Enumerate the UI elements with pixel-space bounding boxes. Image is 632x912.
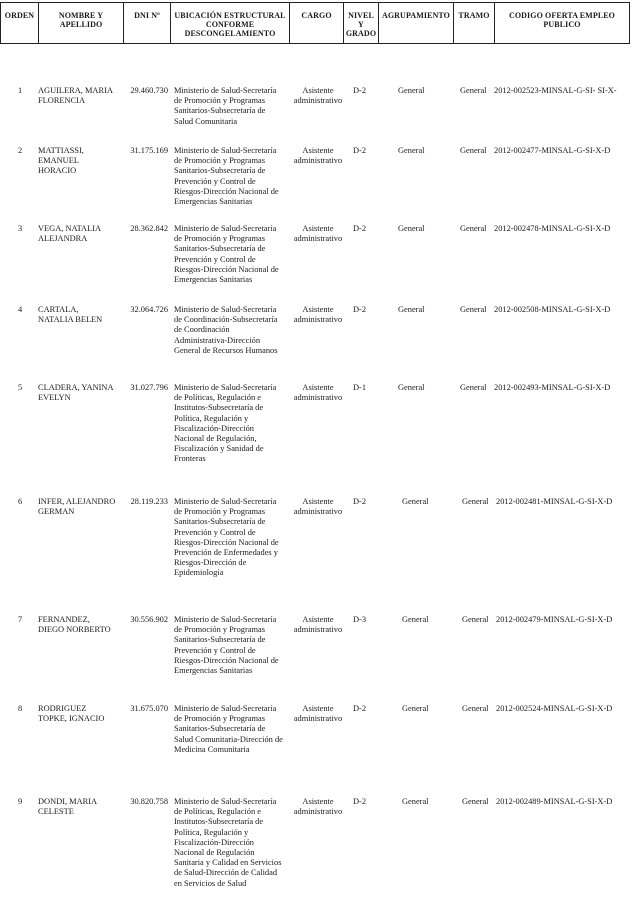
row-cargo: Asistente administrativo <box>293 615 343 635</box>
row-codigo: 2012-002478-MINSAL-G-SI-X-D <box>494 224 611 233</box>
row-tramo: General <box>460 383 487 392</box>
row-orden: 7 <box>18 615 23 624</box>
row-ubicacion: Ministerio de Salud-Secretaría de Promoción y Programas Sanitarios-Subsecretaría de Prevención y Control de Riesgos-Dirección Nacional de Emergencias Sanitarias <box>174 146 279 207</box>
row-nivel: D-3 <box>353 615 367 624</box>
row-dni: 28.362.842 <box>130 224 168 233</box>
row-orden: 4 <box>18 305 23 314</box>
row-dni: 31.675.070 <box>130 704 168 713</box>
row-dni: 28.119.233 <box>130 497 168 506</box>
row-dni: 30.820.758 <box>130 797 168 806</box>
row-ubicacion: Ministerio de Salud-Secretaría de Políticas, Regulación e Institutos-Subsecretaría de Política, Regulación y Fiscalización-Dirección Nacional de Regulación, Fiscalización y Sanidad de Fronteras <box>174 383 277 464</box>
row-nombre: FERNANDEZ, DIEGO NORBERTO <box>38 615 111 635</box>
header-tramo: TRAMO <box>453 2 495 44</box>
row-orden: 8 <box>18 704 23 713</box>
row-agrupamiento: General <box>402 615 429 624</box>
row-orden: 1 <box>18 86 23 95</box>
row-ubicacion: Ministerio de Salud-Secretaría de Promoción y Programas Sanitarios-Subsecretaría de Salud Comunitaria <box>174 86 277 126</box>
row-orden: 3 <box>18 224 23 233</box>
row-nombre: CARTALA, NATALIA BELEN <box>38 305 103 325</box>
row-orden: 6 <box>18 497 23 506</box>
row-agrupamiento: General <box>402 704 429 713</box>
header-ubicacion: UBICACIÓN ESTRUCTURAL CONFORME DESCONGELAMIENTO <box>170 2 290 44</box>
row-cargo: Asistente administrativo <box>293 797 343 817</box>
row-cargo: Asistente administrativo <box>293 383 343 403</box>
row-agrupamiento: General <box>402 797 429 806</box>
row-nivel: D-2 <box>353 224 367 233</box>
row-orden: 5 <box>18 383 23 392</box>
row-cargo: Asistente administrativo <box>293 86 343 106</box>
row-codigo: 2012-002508-MINSAL-G-SI-X-D <box>494 305 611 314</box>
row-dni: 29.460.730 <box>130 86 168 95</box>
row-nombre: AGUILERA, MARIA FLORENCIA <box>38 86 113 106</box>
row-nombre: MATTIASSI, EMANUEL HORACIO <box>38 146 84 176</box>
row-ubicacion: Ministerio de Salud-Secretaría de Promoción y Programas Sanitarios-Subsecretaría de Salud Comunitaria-Dirección de Medicina Comunitaria <box>174 704 283 754</box>
row-nivel: D-2 <box>353 146 367 155</box>
row-agrupamiento: General <box>398 146 425 155</box>
row-cargo: Asistente administrativo <box>293 497 343 517</box>
row-codigo: 2012-002479-MINSAL-G-SI-X-D <box>496 615 613 624</box>
row-tramo: General <box>462 497 489 506</box>
row-tramo: General <box>462 615 489 624</box>
row-ubicacion: Ministerio de Salud-Secretaría de Promoción y Programas Sanitarios-Subsecretaría de Prevención y Control de Riesgos-Dirección Nacional de Emergencias Sanitarias <box>174 615 279 676</box>
row-tramo: General <box>462 704 489 713</box>
row-dni: 32.064.726 <box>130 305 168 314</box>
row-tramo: General <box>462 797 489 806</box>
row-cargo: Asistente administrativo <box>293 224 343 244</box>
row-agrupamiento: General <box>398 383 425 392</box>
header-nombre: NOMBRE Y APELLIDO <box>38 2 124 44</box>
row-nivel: D-2 <box>353 305 367 314</box>
row-tramo: General <box>460 146 487 155</box>
row-nivel: D-2 <box>353 86 367 95</box>
row-nombre: DONDI, MARIA CELESTE <box>38 797 98 817</box>
row-codigo: 2012-002523-MINSAL-G-SI- SI-X- <box>494 86 617 95</box>
row-nombre: INFER, ALEJANDRO GERMAN <box>38 497 116 517</box>
row-nivel: D-1 <box>353 383 367 392</box>
header-orden: ORDEN <box>0 2 39 44</box>
row-nivel: D-2 <box>353 797 367 806</box>
row-cargo: Asistente administrativo <box>293 146 343 166</box>
row-codigo: 2012-002489-MINSAL-G-SI-X-D <box>496 797 613 806</box>
row-ubicacion: Ministerio de Salud-Secretaría de Promoción y Programas Sanitarios-Subsecretaría de Prevención y Control de Riesgos-Dirección Nacional de Prevención de Enfermedades y Riesgos-Dirección de Epidemiología <box>174 497 279 578</box>
row-codigo: 2012-002481-MINSAL-G-SI-X-D <box>496 497 613 506</box>
row-ubicacion: Ministerio de Salud-Secretaría de Promoción y Programas Sanitarios-Subsecretaría de Prevención y Control de Riesgos-Dirección Nacional de Emergencias Sanitarias <box>174 224 279 285</box>
row-agrupamiento: General <box>398 305 425 314</box>
row-nombre: RODRIGUEZ TOPKE, IGNACIO <box>38 704 105 724</box>
row-agrupamiento: General <box>398 224 425 233</box>
header-agrupamiento: AGRUPAMIENTO <box>378 2 454 44</box>
row-nombre: VEGA, NATALIA ALEJANDRA <box>38 224 102 244</box>
row-dni: 30.556.902 <box>130 615 168 624</box>
header-nivel: NIVEL Y GRADO <box>343 2 379 44</box>
row-tramo: General <box>460 305 487 314</box>
row-tramo: General <box>460 224 487 233</box>
row-codigo: 2012-002477-MINSAL-G-SI-X-D <box>494 146 611 155</box>
row-cargo: Asistente administrativo <box>293 305 343 325</box>
row-orden: 9 <box>18 797 23 806</box>
row-codigo: 2012-002493-MINSAL-G-SI-X-D <box>494 383 611 392</box>
row-cargo: Asistente administrativo <box>293 704 343 724</box>
row-ubicacion: Ministerio de Salud-Secretaría de Políticas, Regulación e Institutos-Subsecretaría de Política, Regulación y Fiscalización-Dirección Nacional de Regulación Sanitaria y Calidad en Servicios de Salud-Dirección de Calidad en Servicios de Salud <box>174 797 282 888</box>
header-codigo: CODIGO OFERTA EMPLEO PUBLICO <box>494 2 630 44</box>
row-orden: 2 <box>18 146 23 155</box>
row-tramo: General <box>460 86 487 95</box>
row-ubicacion: Ministerio de Salud-Secretaría de Coordinación-Subsecretaría de Coordinación Administrativa-Dirección General de Recursos Humanos <box>174 305 278 355</box>
row-agrupamiento: General <box>402 497 429 506</box>
row-dni: 31.175.169 <box>130 146 168 155</box>
row-codigo: 2012-002524-MINSAL-G-SI-X-D <box>496 704 613 713</box>
row-nivel: D-2 <box>353 497 367 506</box>
header-cargo: CARGO <box>289 2 344 44</box>
row-dni: 31.027.796 <box>130 383 168 392</box>
row-nivel: D-2 <box>353 704 367 713</box>
row-agrupamiento: General <box>398 86 425 95</box>
row-nombre: CLADERA, YANINA EVELYN <box>38 383 114 403</box>
header-dni: DNI Nº <box>123 2 171 44</box>
